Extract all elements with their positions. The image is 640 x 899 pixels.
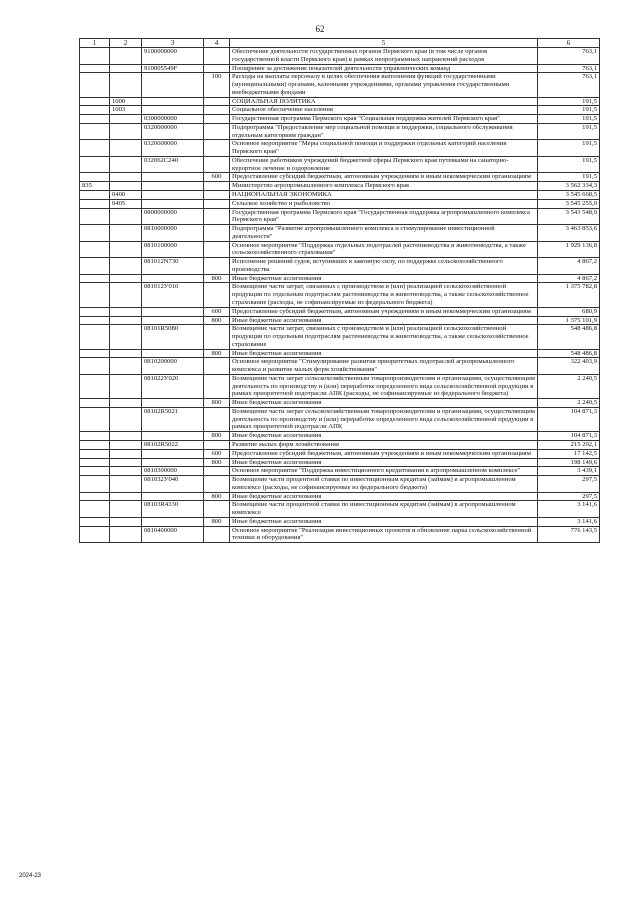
amount-cell: 191,5 <box>538 140 600 157</box>
amount-cell: 763,1 <box>538 64 600 73</box>
expense-type-cell <box>204 440 230 449</box>
amount-cell: 191,5 <box>538 123 600 140</box>
table-row <box>80 191 600 200</box>
target-item-cell <box>142 492 204 501</box>
target-item-cell: 08101R5080 <box>142 325 204 349</box>
target-item-cell: 0800000000 <box>142 208 204 225</box>
section-code-cell <box>110 440 142 449</box>
table-row <box>80 467 600 476</box>
section-code-cell <box>110 526 142 543</box>
target-item-cell <box>142 449 204 458</box>
section-code-cell <box>110 64 142 73</box>
section-code-cell <box>110 274 142 283</box>
description-cell: Социальное обеспечение населения <box>230 106 538 115</box>
target-item-cell <box>142 517 204 526</box>
section-code-cell <box>110 399 142 408</box>
expense-type-cell: 800 <box>204 492 230 501</box>
amount-cell: 1 929 136,8 <box>538 241 600 258</box>
table-row <box>80 476 600 493</box>
description-cell: Развитие малых форм хозяйствования <box>230 440 538 449</box>
target-item-cell: 081022У020 <box>142 374 204 398</box>
expense-type-cell <box>204 140 230 157</box>
section-code-cell <box>110 115 142 124</box>
section-code-cell <box>110 208 142 225</box>
description-cell: Основное мероприятие "Реализация инвестиционных проектов и обновление парка сельскохозяйственной техники и оборудования" <box>230 526 538 543</box>
table-row <box>80 407 600 431</box>
expense-type-cell <box>204 501 230 518</box>
section-code-cell: 1003 <box>110 106 142 115</box>
expense-type-cell <box>204 241 230 258</box>
amount-cell: 3 439,1 <box>538 467 600 476</box>
page-number: 62 <box>315 24 325 34</box>
description-cell: Государственная программа Пермского края "Социальная поддержка жителей Пермского края" <box>230 115 538 124</box>
target-item-cell: 910005549F <box>142 64 204 73</box>
amount-cell: 17 142,5 <box>538 449 600 458</box>
target-item-cell: 0810200000 <box>142 358 204 375</box>
ministry-code-cell <box>80 258 110 275</box>
table-row <box>80 316 600 325</box>
amount-cell: 3 463 853,6 <box>538 225 600 242</box>
target-item-cell: 08102R5021 <box>142 407 204 431</box>
amount-cell: 776 143,5 <box>538 526 600 543</box>
description-cell: Возмещение части затрат сельскохозяйственным товаропроизводителям и организациям, осуществляющим деятельность по производству и (или) переработке определенного вида сельскохозяйственной продукции в рамках приоритетной подотрасли АПК <box>230 407 538 431</box>
section-code-cell <box>110 156 142 173</box>
ministry-code-cell <box>80 492 110 501</box>
description-cell: Поощрение за достижение показателей деятельности управленческих команд <box>230 64 538 73</box>
section-code-cell <box>110 283 142 307</box>
description-cell: Иные бюджетные ассигнования <box>230 349 538 358</box>
expense-type-cell <box>204 208 230 225</box>
amount-cell: 104 871,3 <box>538 407 600 431</box>
section-code-cell <box>110 374 142 398</box>
target-item-cell <box>142 432 204 441</box>
ministry-code-cell <box>80 115 110 124</box>
description-cell: Основное мероприятие "Стимулирование развития приоритетных подотраслей агропромышленного комплекса и развитие малых форм хозяйствования" <box>230 358 538 375</box>
expense-type-cell <box>204 115 230 124</box>
description-cell: Обеспечение работников учреждений бюджетной сферы Пермского края путевками на санаторно-курортное лечение и оздоровление <box>230 156 538 173</box>
table-row <box>80 106 600 115</box>
ministry-code-cell <box>80 407 110 431</box>
target-item-cell <box>142 182 204 191</box>
amount-cell: 191,5 <box>538 173 600 182</box>
expense-type-cell <box>204 97 230 106</box>
expense-type-cell: 600 <box>204 307 230 316</box>
ministry-code-cell <box>80 458 110 467</box>
target-item-cell <box>142 274 204 283</box>
section-code-cell <box>110 316 142 325</box>
section-code-cell <box>110 225 142 242</box>
ministry-code-cell <box>80 283 110 307</box>
expense-type-cell <box>204 258 230 275</box>
section-code-cell <box>110 140 142 157</box>
table-row <box>80 208 600 225</box>
description-cell: Иные бюджетные ассигнования <box>230 399 538 408</box>
table-row <box>80 182 600 191</box>
expense-type-cell <box>204 123 230 140</box>
table-row <box>80 173 600 182</box>
amount-cell: 215 292,1 <box>538 440 600 449</box>
description-cell: Обеспечение деятельности государственных органов Пермского края (в том числе органов государственной власти Пермского края) в рамках непрограммных направлений расходов <box>230 48 538 65</box>
description-cell: Предоставление субсидий бюджетным, автономным учреждениям и иным некоммерческим организациям <box>230 307 538 316</box>
section-code-cell <box>110 432 142 441</box>
ministry-code-cell <box>80 349 110 358</box>
description-cell: СОЦИАЛЬНАЯ ПОЛИТИКА <box>230 97 538 106</box>
target-item-cell <box>142 106 204 115</box>
description-cell: Сельское хозяйство и рыболовство <box>230 199 538 208</box>
table-row <box>80 241 600 258</box>
section-code-cell <box>110 349 142 358</box>
description-cell: Иные бюджетные ассигнования <box>230 517 538 526</box>
description-cell: Предоставление субсидий бюджетным, автономным учреждениям и иным некоммерческим организациям <box>230 173 538 182</box>
target-item-cell <box>142 97 204 106</box>
amount-cell: 548 486,8 <box>538 325 600 349</box>
budget-table <box>79 38 600 543</box>
amount-cell: 3 562 334,3 <box>538 182 600 191</box>
amount-cell: 763,1 <box>538 48 600 65</box>
ministry-code-cell <box>80 358 110 375</box>
section-code-cell <box>110 241 142 258</box>
target-item-cell <box>142 399 204 408</box>
header-cell: 4 <box>204 39 230 48</box>
ministry-code-cell <box>80 97 110 106</box>
table-row <box>80 374 600 398</box>
description-cell: Возмещение части затрат сельскохозяйственным товаропроизводителям и организациям, осуществляющим деятельность по производству и (или) переработке определенного вида сельскохозяйственной продукции в рамках приоритетной подотрасли АПК (расходы, не софинансируемые из федерального бюджета) <box>230 374 538 398</box>
expense-type-cell <box>204 526 230 543</box>
description-cell: Подпрограмма "Предоставление мер социальной помощи и поддержки, социального обслуживания отдельным категориям граждан" <box>230 123 538 140</box>
table-row <box>80 449 600 458</box>
expense-type-cell <box>204 476 230 493</box>
amount-cell: 191,5 <box>538 115 600 124</box>
expense-type-cell: 800 <box>204 399 230 408</box>
description-cell: Министерство агропромышленного комплекса Пермского края <box>230 182 538 191</box>
target-item-cell: 0320600000 <box>142 140 204 157</box>
table-row <box>80 97 600 106</box>
section-code-cell <box>110 358 142 375</box>
description-cell: Предоставление субсидий бюджетным, автономным учреждениям и иным некоммерческим организациям <box>230 449 538 458</box>
ministry-code-cell <box>80 476 110 493</box>
amount-cell: 1 375 101,9 <box>538 316 600 325</box>
description-cell: Основное мероприятие "Поддержка отдельных подотраслей растениеводства и животноводства, а также сельскохозяйственного страхования" <box>230 241 538 258</box>
expense-type-cell: 600 <box>204 449 230 458</box>
ministry-code-cell <box>80 307 110 316</box>
amount-cell: 297,5 <box>538 492 600 501</box>
amount-cell: 548 486,8 <box>538 349 600 358</box>
description-cell: Возмещение части затрат, связанных с производством и (или) реализацией сельскохозяйственной продукции по отдельным подотраслям растениеводства и животноводства, а также сельскохозяйственное страхование <box>230 325 538 349</box>
ministry-code-cell <box>80 399 110 408</box>
expense-type-cell <box>204 467 230 476</box>
section-code-cell <box>110 325 142 349</box>
target-item-cell: 08102R5022 <box>142 440 204 449</box>
section-code-cell <box>110 449 142 458</box>
section-code-cell <box>110 173 142 182</box>
description-cell: Иные бюджетные ассигнования <box>230 432 538 441</box>
table-row <box>80 115 600 124</box>
description-cell: НАЦИОНАЛЬНАЯ ЭКОНОМИКА <box>230 191 538 200</box>
section-code-cell <box>110 492 142 501</box>
description-cell: Исполнение решений судов, вступивших в законную силу, по поддержке сельскохозяйственного производства <box>230 258 538 275</box>
document-code: 2024-23 <box>19 873 42 879</box>
expense-type-cell <box>204 283 230 307</box>
ministry-code-cell <box>80 374 110 398</box>
description-cell: Возмещение части процентной ставки по инвестиционным кредитам (займам) в агропромышленном комплексе <box>230 501 538 518</box>
expense-type-cell <box>204 358 230 375</box>
amount-cell: 680,9 <box>538 307 600 316</box>
ministry-code-cell <box>80 173 110 182</box>
expense-type-cell: 100 <box>204 73 230 97</box>
amount-cell: 3 545 668,5 <box>538 191 600 200</box>
target-item-cell: 081012У010 <box>142 283 204 307</box>
section-code-cell <box>110 73 142 97</box>
amount-cell: 4 867,2 <box>538 274 600 283</box>
expense-type-cell: 800 <box>204 517 230 526</box>
amount-cell: 2 240,5 <box>538 374 600 398</box>
target-item-cell <box>142 307 204 316</box>
target-item-cell <box>142 173 204 182</box>
section-code-cell <box>110 458 142 467</box>
section-code-cell <box>110 517 142 526</box>
header-cell: 2 <box>110 39 142 48</box>
header-cell: 1 <box>80 39 110 48</box>
amount-cell: 191,5 <box>538 106 600 115</box>
table-row <box>80 64 600 73</box>
expense-type-cell <box>204 225 230 242</box>
table-row <box>80 73 600 97</box>
table-row <box>80 432 600 441</box>
table-row <box>80 526 600 543</box>
amount-cell: 3 141,6 <box>538 517 600 526</box>
table-row <box>80 492 600 501</box>
target-item-cell: 9100000000 <box>142 48 204 65</box>
section-code-cell <box>110 123 142 140</box>
expense-type-cell: 800 <box>204 316 230 325</box>
ministry-code-cell <box>80 517 110 526</box>
description-cell: Иные бюджетные ассигнования <box>230 458 538 467</box>
target-item-cell: 0300000000 <box>142 115 204 124</box>
description-cell: Государственная программа Пермского края "Государственная поддержка агропромышленного комплекса Пермского края" <box>230 208 538 225</box>
amount-cell: 3 545 255,0 <box>538 199 600 208</box>
amount-cell: 4 867,2 <box>538 258 600 275</box>
target-item-cell <box>142 73 204 97</box>
expense-type-cell: 800 <box>204 349 230 358</box>
target-item-cell: 08103R4330 <box>142 501 204 518</box>
ministry-code-cell: 835 <box>80 182 110 191</box>
table-row <box>80 307 600 316</box>
table-row <box>80 274 600 283</box>
table-row <box>80 349 600 358</box>
expense-type-cell: 800 <box>204 458 230 467</box>
section-code-cell <box>110 258 142 275</box>
description-cell: Расходы на выплаты персоналу в целях обеспечения выполнения функций государственными (муниципальными) органами, казенными учреждениями, органами управления государственными внебюджетными фондами <box>230 73 538 97</box>
ministry-code-cell <box>80 140 110 157</box>
expense-type-cell <box>204 325 230 349</box>
header-cell: 5 <box>230 39 538 48</box>
expense-type-cell <box>204 374 230 398</box>
expense-type-cell: 800 <box>204 274 230 283</box>
description-cell: Возмещение части процентной ставки по инвестиционным кредитам (займам) в агропромышленном комплексе (расходы, не софинансируемые из федерального бюджета) <box>230 476 538 493</box>
ministry-code-cell <box>80 199 110 208</box>
table-row <box>80 283 600 307</box>
amount-cell: 104 871,3 <box>538 432 600 441</box>
ministry-code-cell <box>80 501 110 518</box>
ministry-code-cell <box>80 48 110 65</box>
ministry-code-cell <box>80 449 110 458</box>
expense-type-cell <box>204 64 230 73</box>
amount-cell: 763,1 <box>538 73 600 97</box>
ministry-code-cell <box>80 123 110 140</box>
ministry-code-cell <box>80 241 110 258</box>
target-item-cell <box>142 458 204 467</box>
ministry-code-cell <box>80 208 110 225</box>
section-code-cell <box>110 48 142 65</box>
amount-cell: 198 149,6 <box>538 458 600 467</box>
table-row <box>80 48 600 65</box>
expense-type-cell <box>204 48 230 65</box>
target-item-cell: 032062C240 <box>142 156 204 173</box>
expense-type-cell: 800 <box>204 432 230 441</box>
description-cell: Подпрограмма "Развитие агропромышленного комплекса и стимулирование инвестиционной деятельности" <box>230 225 538 242</box>
header-cell: 6 <box>538 39 600 48</box>
table-row <box>80 440 600 449</box>
amount-cell: 191,5 <box>538 156 600 173</box>
target-item-cell <box>142 316 204 325</box>
description-cell: Иные бюджетные ассигнования <box>230 274 538 283</box>
table-row <box>80 225 600 242</box>
table-row <box>80 258 600 275</box>
target-item-cell: 0810000000 <box>142 225 204 242</box>
description-cell: Иные бюджетные ассигнования <box>230 492 538 501</box>
section-code-cell <box>110 501 142 518</box>
expense-type-cell <box>204 156 230 173</box>
section-code-cell <box>110 467 142 476</box>
description-cell: Основное мероприятие "Меры социальной помощи и поддержки отдельных категорий населения Пермского края" <box>230 140 538 157</box>
table-row <box>80 156 600 173</box>
description-cell: Основное мероприятие "Поддержка инвестиционного кредитования в агропромышленном комплексе" <box>230 467 538 476</box>
expense-type-cell <box>204 106 230 115</box>
target-item-cell: 0810100000 <box>142 241 204 258</box>
target-item-cell: 0810400000 <box>142 526 204 543</box>
ministry-code-cell <box>80 440 110 449</box>
table-row <box>80 358 600 375</box>
section-code-cell: 0400 <box>110 191 142 200</box>
target-item-cell <box>142 349 204 358</box>
section-code-cell <box>110 307 142 316</box>
section-code-cell: 0405 <box>110 199 142 208</box>
expense-type-cell <box>204 199 230 208</box>
table-row <box>80 325 600 349</box>
section-code-cell <box>110 407 142 431</box>
amount-cell: 297,5 <box>538 476 600 493</box>
ministry-code-cell <box>80 467 110 476</box>
header-cell: 3 <box>142 39 204 48</box>
ministry-code-cell <box>80 274 110 283</box>
amount-cell: 322 403,9 <box>538 358 600 375</box>
ministry-code-cell <box>80 225 110 242</box>
table-row <box>80 123 600 140</box>
amount-cell: 3 141,6 <box>538 501 600 518</box>
amount-cell: 191,5 <box>538 97 600 106</box>
section-code-cell <box>110 476 142 493</box>
section-code-cell: 1000 <box>110 97 142 106</box>
table-row <box>80 517 600 526</box>
amount-cell: 3 543 548,9 <box>538 208 600 225</box>
table-header-row <box>80 39 600 48</box>
ministry-code-cell <box>80 325 110 349</box>
amount-cell: 2 240,5 <box>538 399 600 408</box>
target-item-cell: 0320000000 <box>142 123 204 140</box>
ministry-code-cell <box>80 73 110 97</box>
expense-type-cell <box>204 407 230 431</box>
table-row <box>80 458 600 467</box>
expense-type-cell <box>204 191 230 200</box>
target-item-cell: 081032У040 <box>142 476 204 493</box>
ministry-code-cell <box>80 191 110 200</box>
expense-type-cell <box>204 182 230 191</box>
amount-cell: 1 375 782,8 <box>538 283 600 307</box>
target-item-cell <box>142 191 204 200</box>
section-code-cell <box>110 182 142 191</box>
description-cell: Возмещение части затрат, связанных с производством и (или) реализацией сельскохозяйственной продукции по отдельным подотраслям растениеводства и животноводства, а также сельскохозяйственное страхование (расходы, не софинансируемые из федерального бюджета) <box>230 283 538 307</box>
ministry-code-cell <box>80 316 110 325</box>
ministry-code-cell <box>80 432 110 441</box>
target-item-cell: 081012N730 <box>142 258 204 275</box>
table-row <box>80 140 600 157</box>
table-row <box>80 501 600 518</box>
target-item-cell: 0810300000 <box>142 467 204 476</box>
ministry-code-cell <box>80 106 110 115</box>
ministry-code-cell <box>80 64 110 73</box>
expense-type-cell: 600 <box>204 173 230 182</box>
table-row <box>80 399 600 408</box>
target-item-cell <box>142 199 204 208</box>
ministry-code-cell <box>80 156 110 173</box>
table-row <box>80 199 600 208</box>
description-cell: Иные бюджетные ассигнования <box>230 316 538 325</box>
ministry-code-cell <box>80 526 110 543</box>
